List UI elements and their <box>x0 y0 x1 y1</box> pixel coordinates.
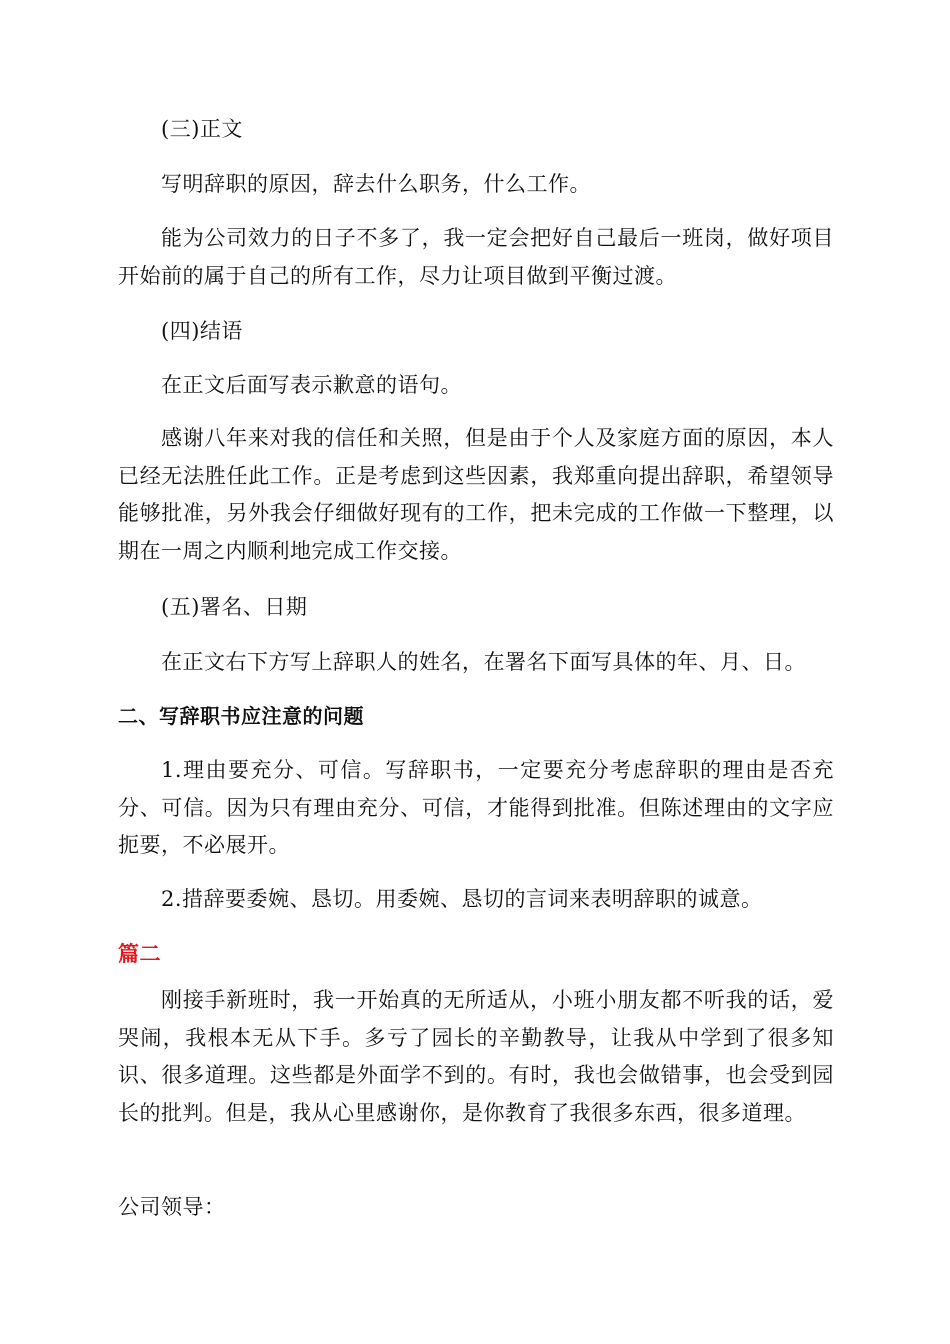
salutation: 公司领导： <box>118 1195 226 1219</box>
section-3-example: 能为公司效力的日子不多了，我一定会把好自己最后一班岗，做好项目开始前的属于自己的所有工作，尽力让项目做到平衡过渡。 <box>118 226 834 288</box>
section-5-description: 在正文右下方写上辞职人的姓名，在署名下面写具体的年、月、日。 <box>161 650 806 674</box>
section-4-example: 感谢八年来对我的信任和关照，但是由于个人及家庭方面的原因，本人已经无法胜任此工作。正是考虑到这些因素，我郑重向提出辞职，希望领导能够批准，另外我会仔细做好现有的工作，把未完成的工作做一下整理，以期在一周之内顺利地完成工作交接。 <box>118 426 834 563</box>
point-1-paragraph: 1.理由要充分、可信。写辞职书，一定要充分考虑辞职的理由是否充分、可信。因为只有理由充分、可信，才能得到批准。但陈述理由的文字应扼要，不必展开。 <box>118 758 834 857</box>
section-4-title: (四)结语 <box>161 319 243 343</box>
section-5-title: (五)署名、日期 <box>161 595 308 619</box>
section-3-description: 写明辞职的原因，辞去什么职务，什么工作。 <box>161 172 591 196</box>
point-2-paragraph: 2.措辞要委婉、恳切。用委婉、恳切的言词来表明辞职的诚意。 <box>161 887 763 911</box>
chapter-2-body: 刚接手新班时，我一开始真的无所适从，小班小朋友都不听我的话，爱哭闹，我根本无从下手。多亏了园长的辛勤教导，让我从中学到了很多知识、很多道理。这些都是外面学不到的。有时，我也会做错事，也会受到园长的批判。但是，我从心里感谢你，是你教育了我很多东西，很多道理。 <box>118 988 834 1125</box>
section-4-description: 在正文后面写表示歉意的语句。 <box>161 373 462 397</box>
section-3-title: (三)正文 <box>161 117 243 141</box>
part-2-heading: 二、写辞职书应注意的问题 <box>118 704 364 728</box>
chapter-2-heading: 篇二 <box>118 942 161 966</box>
